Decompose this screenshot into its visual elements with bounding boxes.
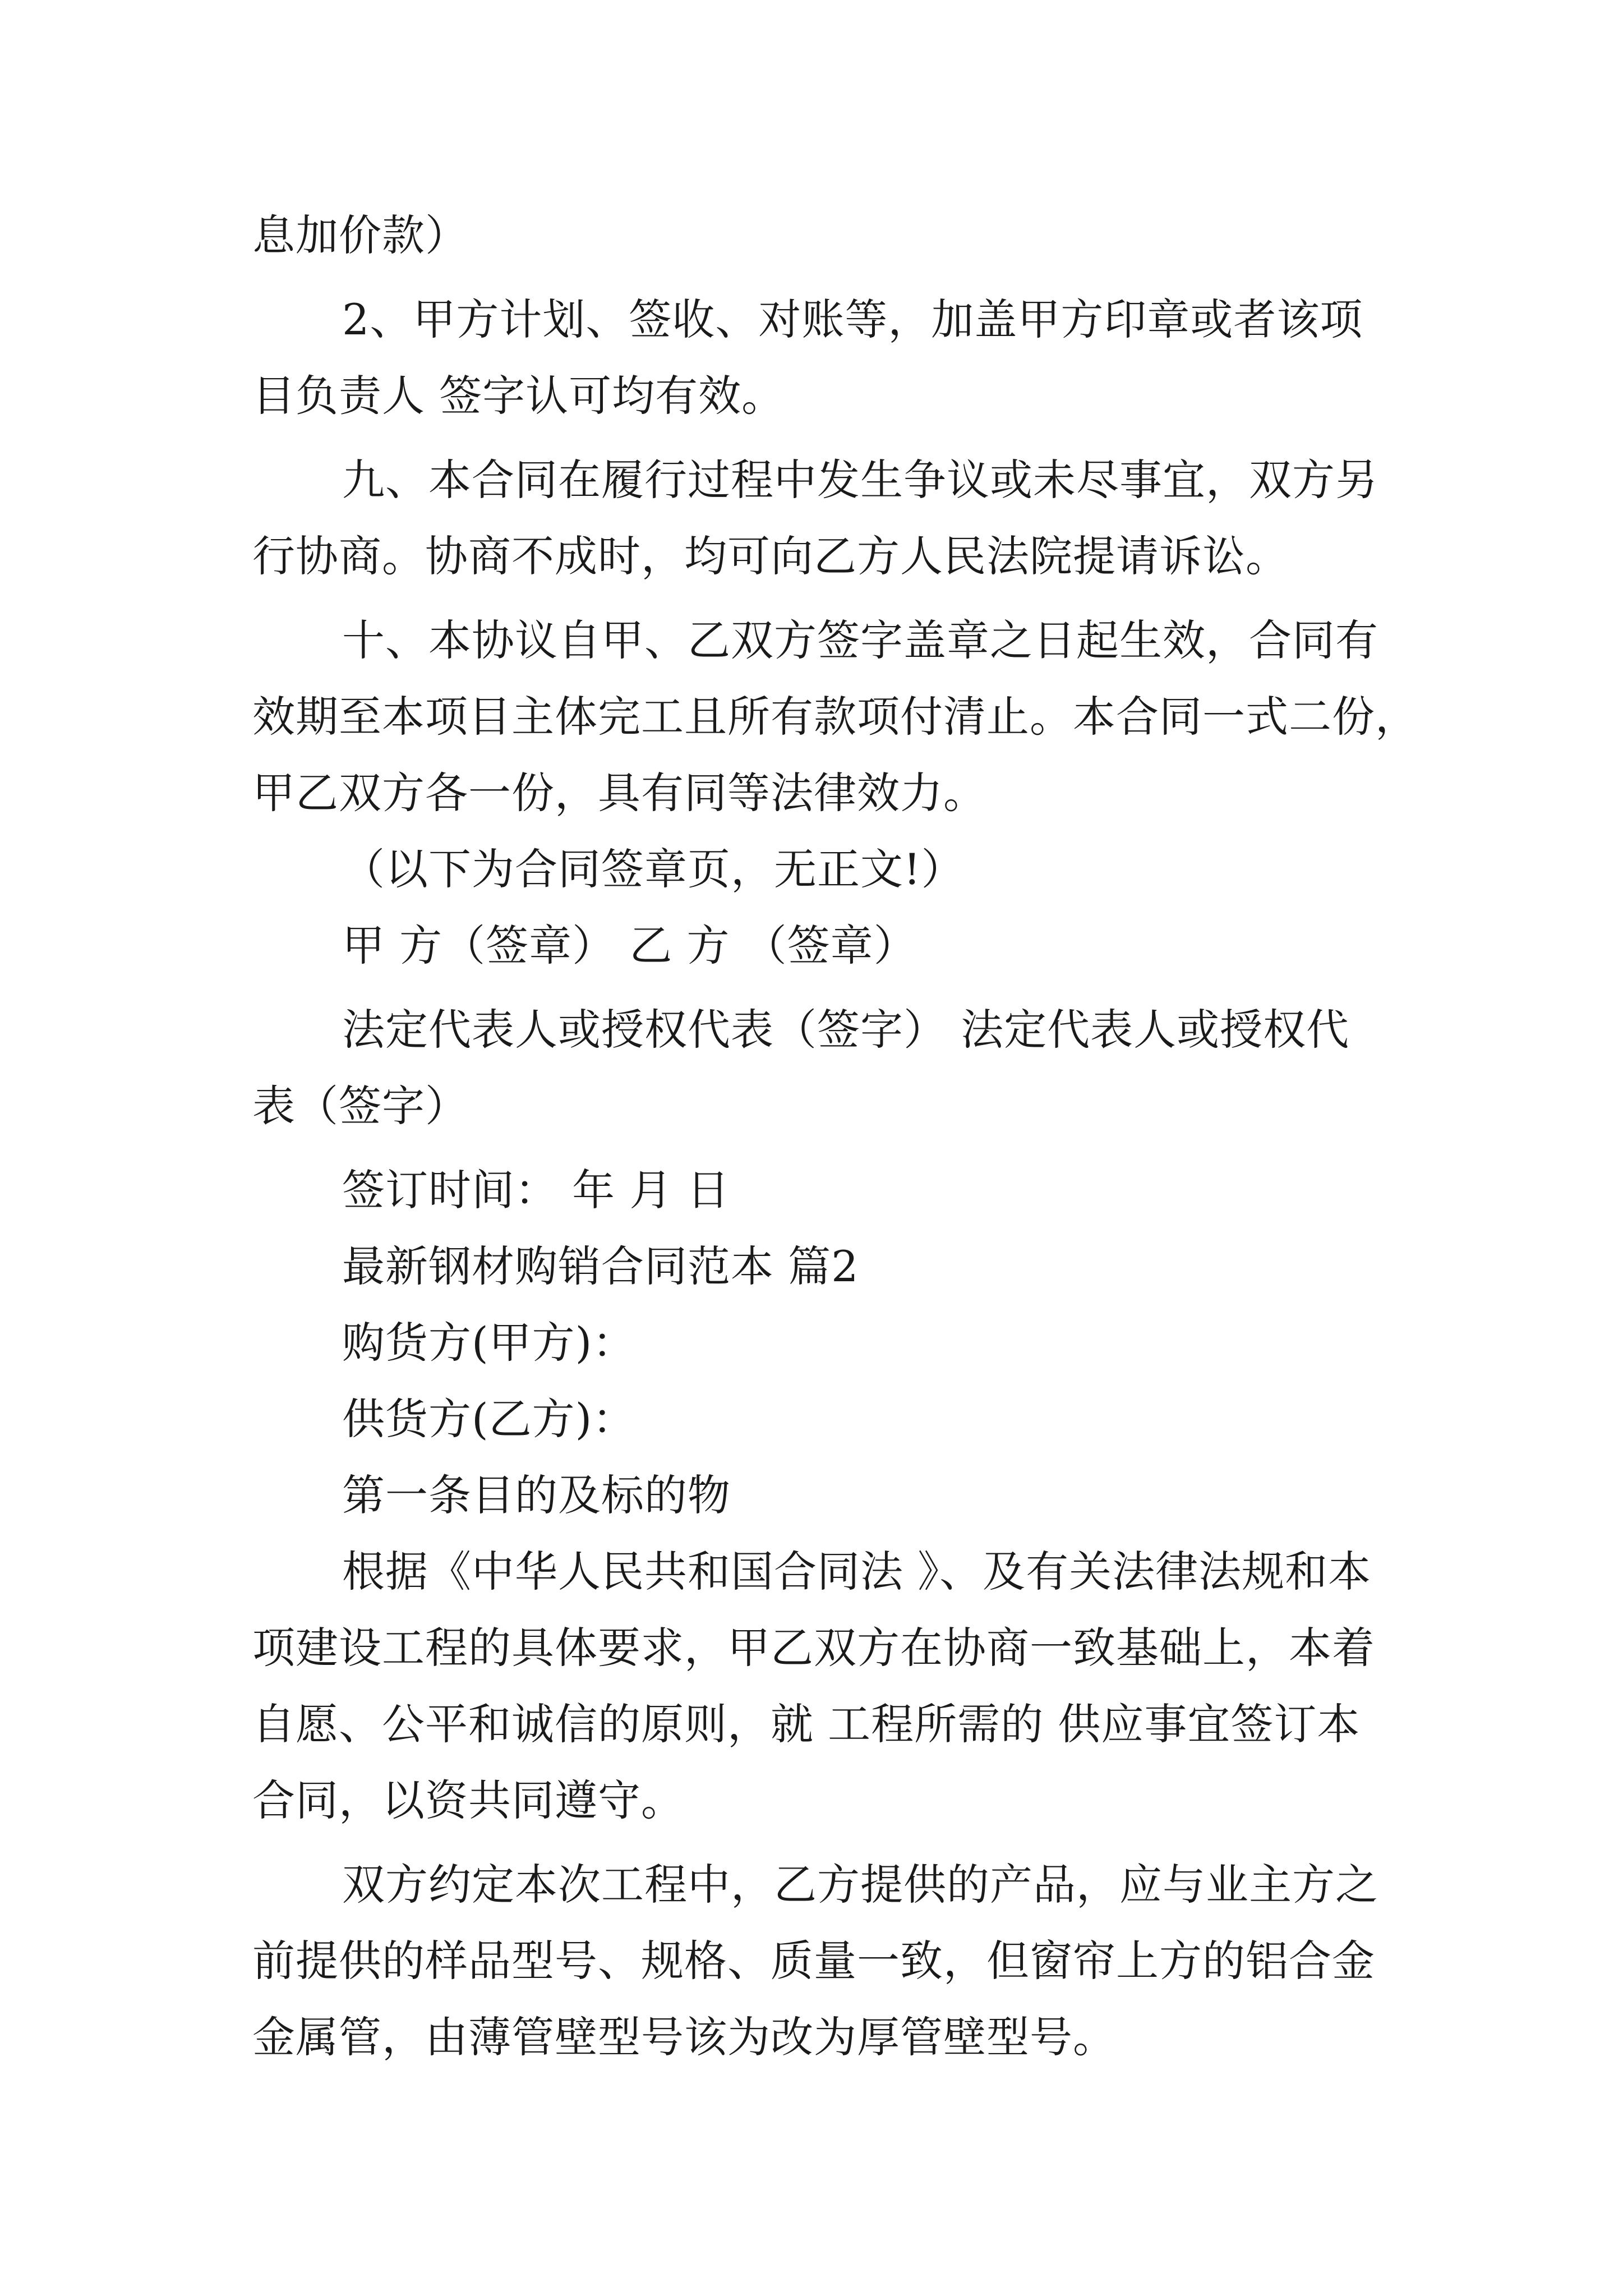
text-line-14: 最新钢材购销合同范本 篇2 — [342, 1241, 859, 1291]
text-line-17: 第一条目的及标的物 — [342, 1470, 731, 1520]
text-line-22: 双方约定本次工程中，乙方提供的产品，应与业主方之 — [342, 1860, 1378, 1910]
text-line-2: 2、甲方计划、签收、对账等，加盖甲方印章或者该项 — [342, 295, 1363, 344]
text-line-5: 行协商。协商不成时，均可向乙方人民法院提请诉讼。 — [252, 531, 1289, 581]
text-line-10: 甲 方（签章） 乙 方 （签章） — [342, 921, 917, 970]
text-line-21: 合同，以资共同遵守。 — [252, 1775, 684, 1825]
text-line-23: 前提供的样品型号、规格、质量一致，但窗帘上方的铝合金 — [252, 1936, 1375, 1986]
text-line-15: 购货方(甲方)： — [342, 1318, 636, 1368]
text-line-13: 签订时间： 年 月 日 — [342, 1165, 730, 1215]
text-line-11: 法定代表人或授权代表（签字） 法定代表人或授权代 — [342, 1005, 1350, 1055]
text-line-16: 供货方(乙方)： — [342, 1394, 636, 1444]
text-line-19: 项建设工程的具体要求，甲乙双方在协商一致基础上，本着 — [252, 1623, 1375, 1673]
text-line-4: 九、本合同在履行过程中发生争议或未尽事宜，双方另 — [342, 455, 1378, 505]
text-line-24: 金属管，由薄管壁型号该为改为厚管壁型号。 — [252, 2012, 1116, 2062]
text-line-12: 表（签字） — [252, 1081, 468, 1131]
text-line-18: 根据《中华人民共和国合同法 》、及有关法律法规和本 — [342, 1547, 1372, 1596]
text-line-7: 效期至本项目主体完工且所有款项付清止。本合同一式二份， — [252, 692, 1418, 742]
text-line-6: 十、本协议自甲、乙双方签字盖章之日起生效，合同有 — [342, 615, 1378, 665]
text-line-9: （以下为合同签章页，无正文!） — [342, 844, 965, 894]
text-line-8: 甲乙双方各一份，具有同等法律效力。 — [252, 768, 986, 818]
text-line-1: 息加价款） — [252, 210, 468, 260]
text-line-3: 目负责人 签字认可均有效。 — [252, 371, 785, 421]
text-line-20: 自愿、公平和诚信的原则，就 工程所需的 供应事宜签订本 — [252, 1699, 1361, 1749]
